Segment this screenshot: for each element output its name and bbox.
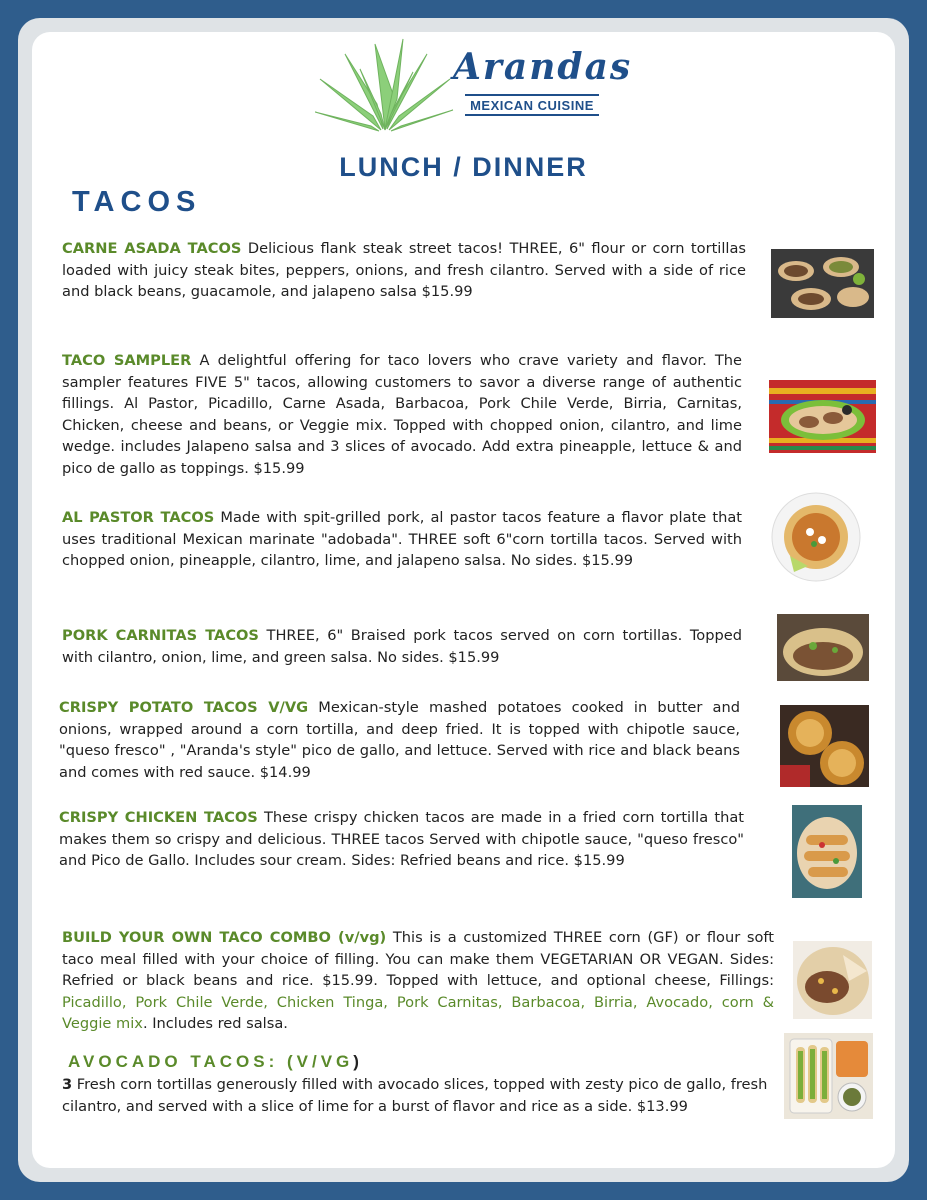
crispy-chicken-photo [792, 805, 862, 898]
avocado-tacos-photo [784, 1033, 873, 1119]
agave-logo-icon [315, 34, 455, 134]
al-pastor-photo [768, 492, 864, 582]
item-suffix: . Includes red salsa. [142, 1015, 288, 1032]
item-description: This is a customized THREE corn (GF) or flour soft taco meal filled with your choice of filling. You can make them VEGETARIAN OR VEGAN. Sides: Refried or black beans and rice. $15.99. Topped with lettuce, and optional cheese, Fillings: [62, 929, 774, 989]
menu-item-taco-sampler [62, 350, 742, 479]
pork-carnitas-photo [777, 614, 869, 681]
menu-item-pork-carnitas [62, 625, 742, 668]
menu-title: LUNCH / DINNER [339, 152, 588, 182]
brand-logo [315, 34, 633, 134]
item-name: PORK CARNITAS TACOS [62, 627, 259, 644]
crispy-potato-photo [780, 705, 869, 787]
item-description: A delightful offering for taco lovers who crave variety and flavor. The sampler features FIVE 5" tacos, allowing customers to savor a diverse range of authentic fillings. Al Pastor, Picadillo, Carne Asada, Barbacoa, Pork Chile Verde, Birria, Carnitas, Chicken, cheese and beans, or Veggie mix. Topped with chopped onion, cilantro, and lime wedge. includes Jalapeno salsa and 3 slices of avocado. Add extra pineapple, lettuce & and pico de gallo as toppings. $15.99 [62, 352, 743, 477]
carne-asada-photo [771, 249, 874, 318]
brand-name: Arandas [453, 46, 633, 88]
item-fillings: Picadillo, Pork Chile Verde, Chicken Tinga, Pork Carnitas, Barbacoa, Birria, Avocado, corn & Veggie mix [62, 993, 774, 1032]
item-description: These crispy chicken tacos are made in a fried corn tortilla that makes them so crispy and delicious. THREE tacos Served with chipotle sauce, "queso fresco" and Pico de Gallo. Includes sour cream. Sides: Refried beans and rice. $15.99 [59, 809, 744, 869]
section-title: TACOS [72, 186, 202, 218]
item-name: AVOCADO TACOS: (V/VG [68, 1052, 354, 1071]
item-name-end: ) [353, 1052, 359, 1071]
menu-item-al-pastor [62, 507, 742, 572]
item-name: CRISPY POTATO TACOS V/VG [59, 699, 309, 716]
taco-sampler-photo [769, 380, 876, 453]
item-name: AL PASTOR TACOS [62, 509, 215, 526]
item-name: BUILD YOUR OWN TACO COMBO (v/vg) [62, 929, 387, 946]
item-description: Made with spit-grilled pork, al pastor tacos feature a flavor plate that uses traditional Mexican marinate "adobada". THREE soft 6"corn tortilla tacos. Served with chopped onion, pineapple, cilantro, lime, and jalapeno salsa. No sides. $15.99 [62, 509, 742, 569]
brand-subtitle: MEXICAN CUISINE [465, 94, 599, 116]
menu-item-crispy-chicken [59, 807, 744, 872]
avocado-tacos-heading [68, 1052, 359, 1072]
menu-item-crispy-potato [59, 697, 740, 783]
item-name: CRISPY CHICKEN TACOS [59, 809, 258, 826]
item-description: THREE, 6" Braised pork tacos served on corn tortillas. Topped with cilantro, onion, lime, and green salsa. No sides. $15.99 [62, 627, 742, 666]
menu-item-carne-asada [62, 238, 746, 303]
item-name: TACO SAMPLER [62, 352, 192, 369]
item-count: 3 [62, 1076, 73, 1093]
item-description: Mexican-style mashed potatoes cooked in butter and onions, wrapped around a corn tortilla, and deep fried. It is topped with chipotle sauce, "queso fresco" , "Aranda's style" pico de gallo, and lettuce. Served with rice and black beans and comes with red sauce. $14.99 [59, 699, 740, 781]
item-description: Fresh corn tortillas generously filled with avocado slices, topped with zesty pico de gallo, fresh cilantro, and served with a slice of lime for a burst of flavor and rice as a side. $13.99 [62, 1076, 768, 1115]
item-description: Delicious flank steak street tacos! THREE, 6" flour or corn tortillas loaded with juicy steak bites, peppers, onions, and fresh cilantro. Served with a side of rice and black beans, guacamole, and jalapeno salsa $15.99 [62, 240, 747, 300]
item-name: CARNE ASADA TACOS [62, 240, 242, 257]
menu-item-avocado-tacos [62, 1074, 774, 1117]
menu-item-build-your-own [62, 927, 774, 1035]
build-your-own-photo [793, 941, 872, 1019]
